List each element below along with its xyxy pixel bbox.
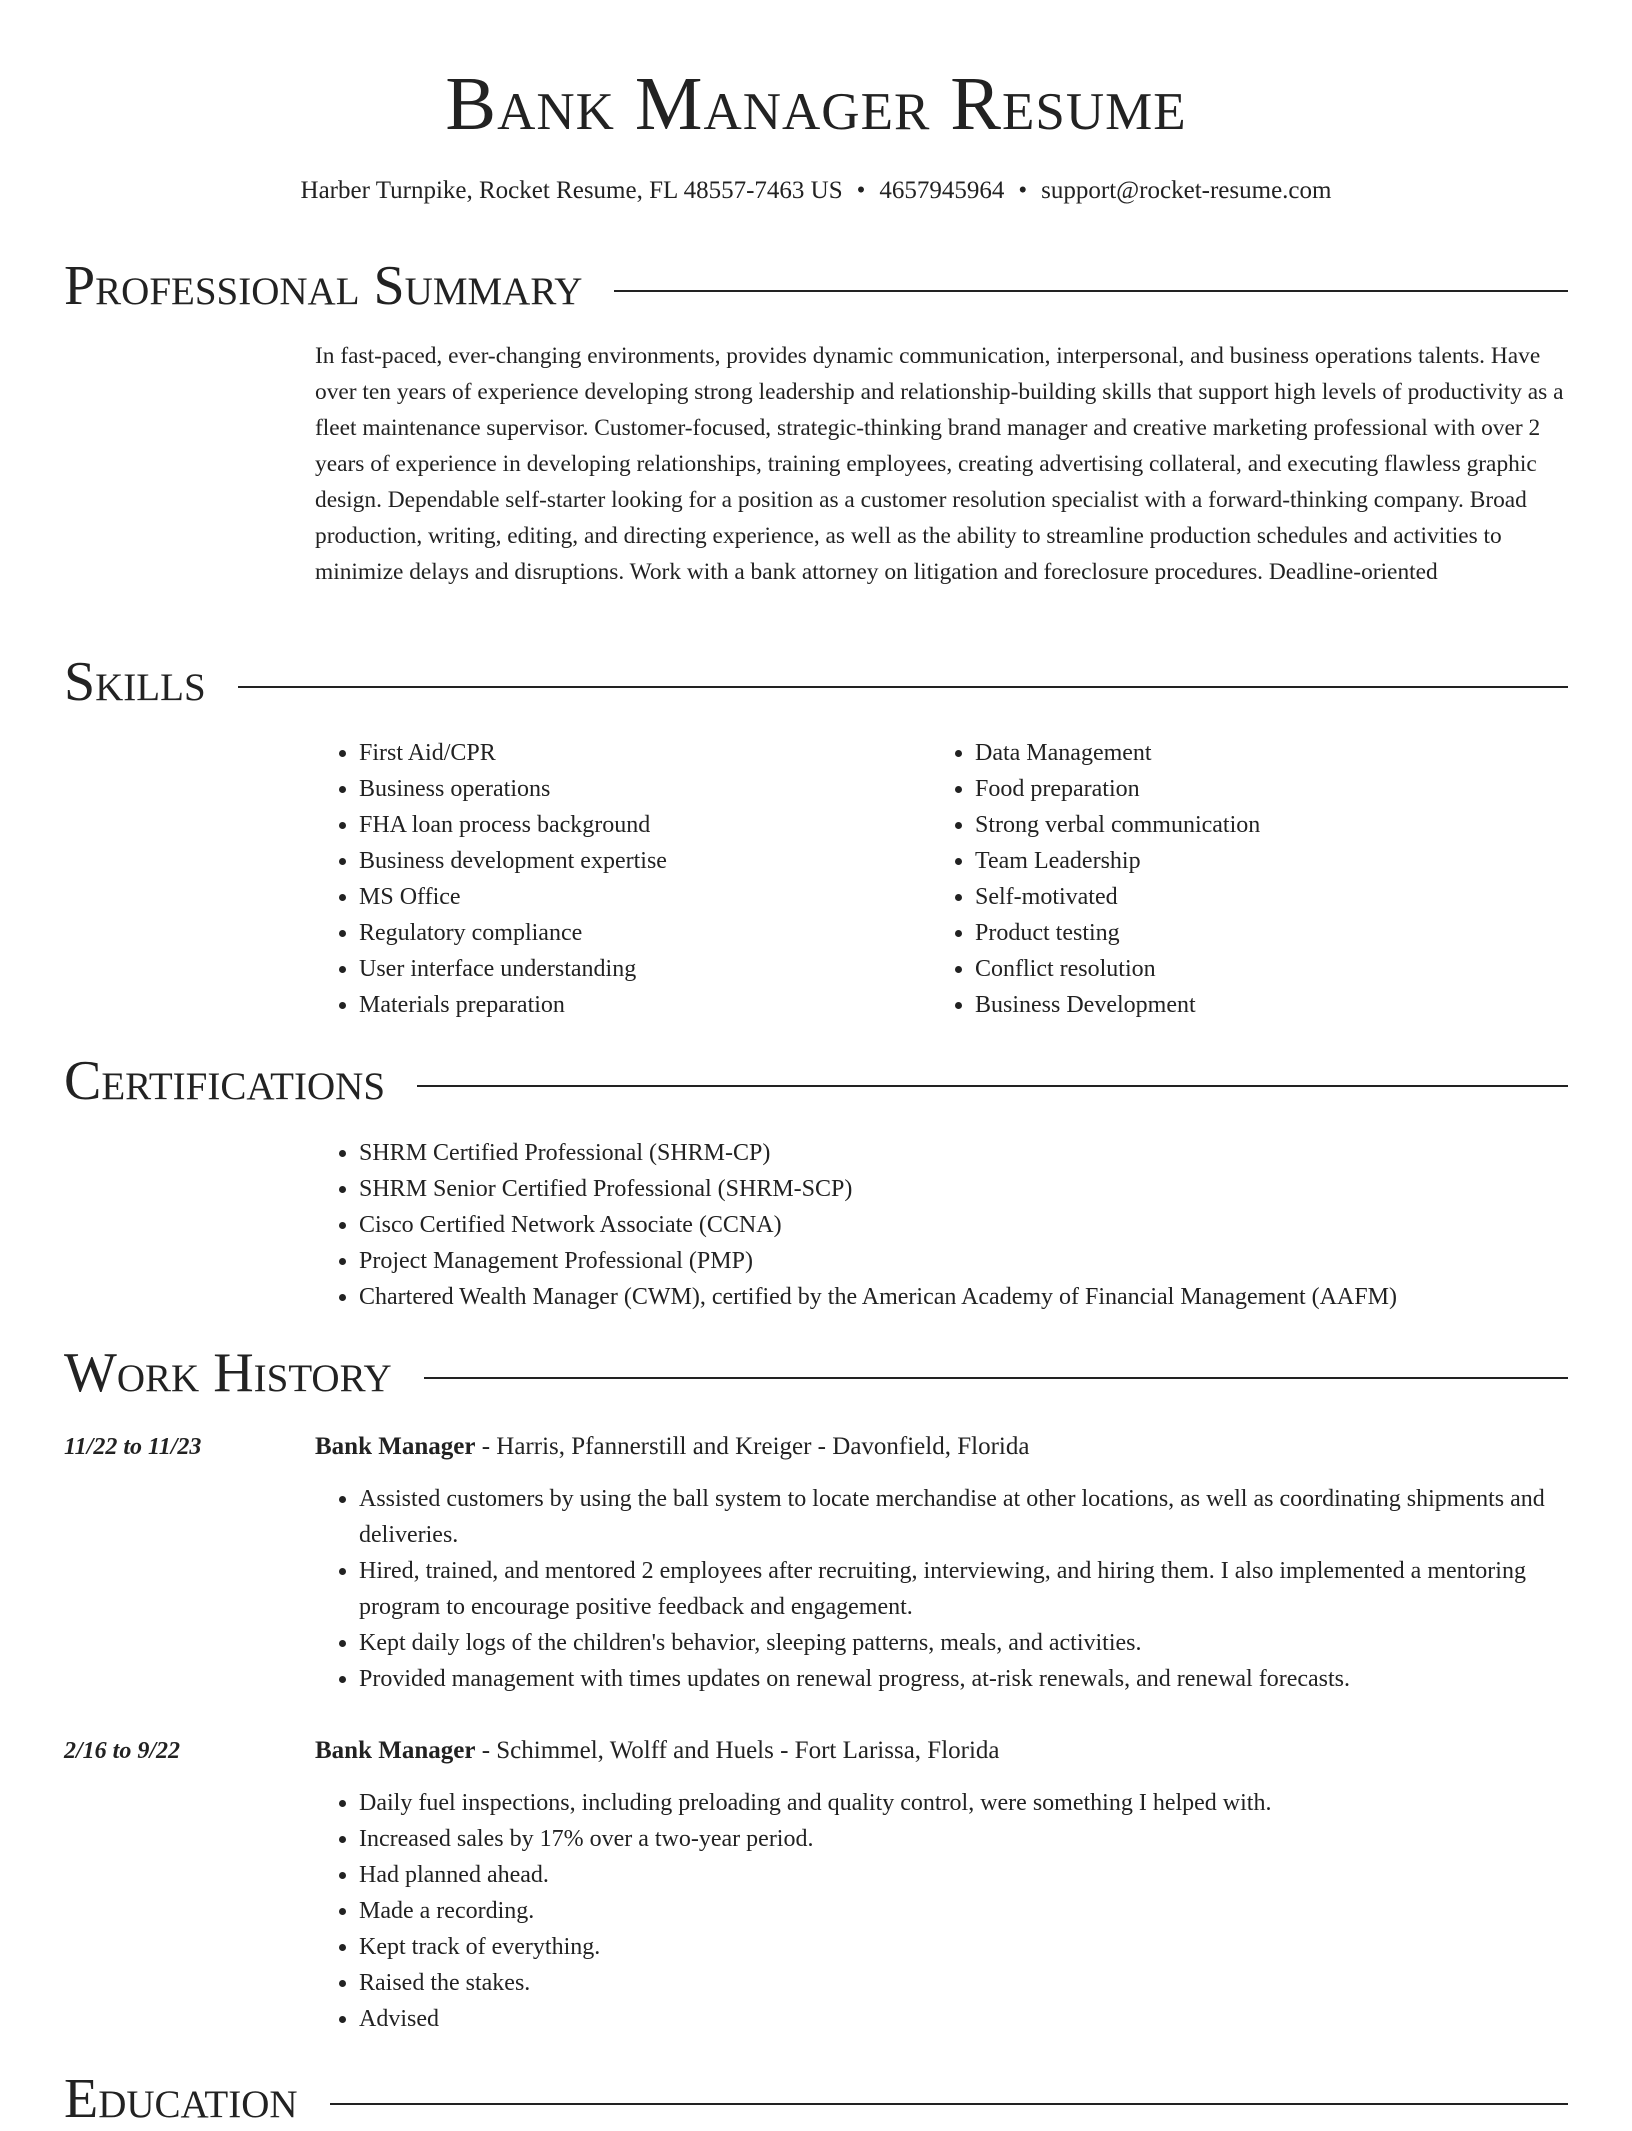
job-bullet: • Had planned ahead.	[359, 1857, 1575, 1893]
skills-section-header	[64, 650, 1568, 714]
work-history-heading: Work History	[64, 1342, 392, 1404]
job-bullet: • Made a recording.	[359, 1893, 1575, 1929]
job-dates: 2/16 to 9/22	[64, 1738, 181, 1764]
skill-item: • Data Management	[975, 735, 1511, 771]
skill-item: • First Aid/CPR	[359, 735, 895, 771]
skill-item: • Business operations	[359, 771, 895, 807]
certification-item: • Chartered Wealth Manager (CWM), certified by the American Academy of Financial Management (AAFM)	[359, 1279, 1575, 1315]
job-company: - Schimmel, Wolff and Huels - Fort Larissa, Florida	[475, 1737, 1000, 1764]
section-divider	[424, 1377, 1568, 1379]
certifications-section-header	[64, 1049, 1568, 1113]
certifications-block	[315, 1135, 1575, 1315]
job-bullet: • Kept daily logs of the children's behavior, sleeping patterns, meals, and activities.	[359, 1625, 1575, 1661]
skill-item: • Food preparation	[975, 771, 1511, 807]
education-heading: Education	[64, 2068, 298, 2130]
contact-phone: 4657945964	[879, 177, 1005, 204]
job-bullet: • Increased sales by 17% over a two-year period.	[359, 1821, 1575, 1857]
job-bullet: • Raised the stakes.	[359, 1965, 1575, 2001]
certification-item: • Project Management Professional (PMP)	[359, 1243, 1575, 1279]
job-heading	[315, 1429, 1029, 1465]
job-heading	[315, 1733, 1000, 1769]
skill-item: • Materials preparation	[359, 987, 895, 1023]
resume-title: Bank Manager Resume	[445, 62, 1187, 146]
job-bullet: • Provided management with times updates on renewal progress, at-risk renewals, and renewal forecasts.	[359, 1661, 1575, 1697]
summary-heading: Professional Summary	[64, 255, 583, 317]
contact-email: support@rocket-resume.com	[1041, 177, 1332, 204]
certifications-list	[315, 1135, 1575, 1315]
contact-address: Harber Turnpike, Rocket Resume, FL 48557-7463 US	[300, 177, 843, 204]
job-company: - Harris, Pfannerstill and Kreiger - Davonfield, Florida	[475, 1433, 1030, 1460]
job-bullet-list	[315, 1481, 1575, 1697]
skill-item: • Business Development	[975, 987, 1511, 1023]
skill-item: • FHA loan process background	[359, 807, 895, 843]
work-history-section-header	[64, 1341, 1568, 1405]
skill-item: • Team Leadership	[975, 843, 1511, 879]
certification-item: • Cisco Certified Network Associate (CCNA)	[359, 1207, 1575, 1243]
job-bullet: • Hired, trained, and mentored 2 employees after recruiting, interviewing, and hiring them. I also implemented a mentoring program to encourage positive feedback and engagement.	[359, 1553, 1575, 1625]
job-bullet: • Daily fuel inspections, including preloading and quality control, were something I helped with.	[359, 1785, 1575, 1821]
education-section-header	[64, 2067, 1568, 2131]
skill-item: • Product testing	[975, 915, 1511, 951]
summary-text: In fast-paced, ever-changing environments, provides dynamic communication, interpersonal, and business operations talents. Have over ten years of experience developing strong leadership and relationship-building skills that support high levels of productivity as a fleet maintenance supervisor. Customer-focused, strategic-thinking brand manager and creative marketing professional with over 2 years of experience in developing relationships, training employees, creating advertising collateral, and executing flawless graphic design. Dependable self-starter looking for a position as a customer resolution specialist with a forward-thinking company. Broad production, writing, editing, and directing experience, as well as the ability to streamline production schedules and activities to minimize delays and disruptions. Work with a bank attorney on litigation and foreclosure procedures. Deadline-oriented	[315, 343, 1564, 585]
skill-item: • MS Office	[359, 879, 895, 915]
skill-item: • User interface understanding	[359, 951, 895, 987]
contact-separator: •	[856, 177, 866, 204]
contact-separator: •	[1018, 177, 1028, 204]
job-dates: 11/22 to 11/23	[64, 1434, 202, 1460]
skill-item: • Regulatory compliance	[359, 915, 895, 951]
section-divider	[238, 686, 1568, 688]
skills-heading: Skills	[64, 651, 206, 713]
skills-column-left	[315, 735, 895, 1023]
skills-list-right	[931, 735, 1511, 1023]
certification-item: • SHRM Senior Certified Professional (SHRM-SCP)	[359, 1171, 1575, 1207]
certification-item: • SHRM Certified Professional (SHRM-CP)	[359, 1135, 1575, 1171]
contact-line	[0, 174, 1632, 208]
job-bullet: • Kept track of everything.	[359, 1929, 1575, 1965]
section-divider	[614, 290, 1568, 292]
job-title: Bank Manager	[315, 1433, 476, 1460]
skill-item: • Conflict resolution	[975, 951, 1511, 987]
certifications-heading: Certifications	[64, 1050, 386, 1112]
job-bullet: • Assisted customers by using the ball system to locate merchandise at other locations, as well as coordinating shipments and deliveries.	[359, 1481, 1575, 1553]
section-divider	[330, 2103, 1568, 2105]
job-bullets-block	[315, 1481, 1575, 1697]
summary-section-header	[64, 254, 1568, 318]
skill-item: • Self-motivated	[975, 879, 1511, 915]
job-bullet-list	[315, 1785, 1575, 2037]
job-bullet: • Advised	[359, 2001, 1575, 2037]
skills-list-left	[315, 735, 895, 1023]
job-bullets-block	[315, 1785, 1575, 2037]
section-divider	[417, 1085, 1568, 1087]
job-title: Bank Manager	[315, 1737, 476, 1764]
skill-item: • Business development expertise	[359, 843, 895, 879]
skills-column-right	[931, 735, 1511, 1023]
skill-item: • Strong verbal communication	[975, 807, 1511, 843]
